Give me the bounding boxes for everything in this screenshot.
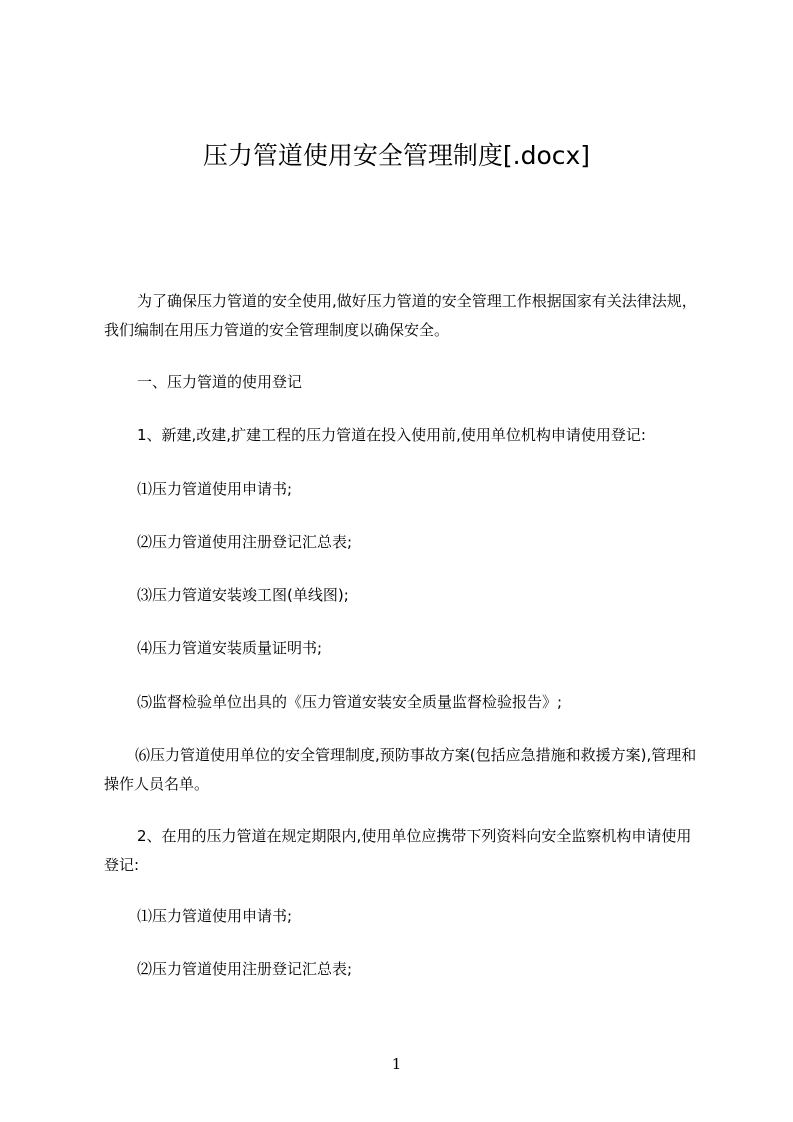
list-item: 2、在用的压力管道在规定期限内,使用单位应携带下列资料向安全监察机构申请使用登记: <box>104 827 692 874</box>
list-item: ⑵压力管道使用注册登记汇总表; <box>137 960 353 978</box>
list-item: ⑹压力管道使用单位的安全管理制度,预防事故方案(包括应急措施和救援方案),管理和操作人员名单。 <box>104 746 697 793</box>
page-number: 1 <box>391 1055 402 1073</box>
list-item: ⑶压力管道安装竣工图(单线图); <box>137 586 349 604</box>
section-heading: 一、压力管道的使用登记 <box>137 373 303 391</box>
document-title: 压力管道使用安全管理制度[.docx] <box>202 141 591 170</box>
list-item: ⑵压力管道使用注册登记汇总表; <box>137 533 353 551</box>
intro-paragraph: 为了确保压力管道的安全使用,做好压力管道的安全管理工作根据国家有关法律法规，我们编制在用压力管道的安全管理制度以确保安全。 <box>104 292 697 339</box>
list-item: ⑴压力管道使用申请书; <box>137 907 293 925</box>
list-item: 1、新建,改建,扩建工程的压力管道在投入使用前,使用单位机构申请使用登记: <box>137 426 646 444</box>
list-item: ⑸监督检验单位出具的《压力管道安装安全质量监督检验报告》; <box>137 693 563 711</box>
list-item: ⑷压力管道安装质量证明书; <box>137 639 323 657</box>
list-item: ⑴压力管道使用申请书; <box>137 480 293 498</box>
